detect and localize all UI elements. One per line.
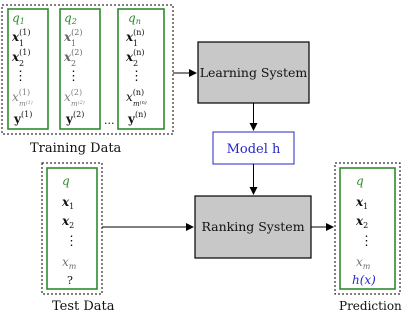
x1-2-label: $x^{(2)}$ <box>64 28 83 44</box>
test-q-label: q <box>62 174 70 188</box>
xm-2-sub: $m^{(2)}$ <box>71 100 85 108</box>
xm-2-label: $x^{(2)}$ <box>64 88 83 104</box>
training-column-n <box>118 9 164 129</box>
q1-label: q1 <box>12 11 25 26</box>
x2-2-sub: 2 <box>71 59 77 68</box>
training-data-group <box>2 5 173 156</box>
ranking-system-block <box>195 196 311 258</box>
x1-n-label: $x^{(n)}$ <box>126 28 145 44</box>
prediction-label: Prediction <box>339 299 402 313</box>
xm-1-label: $x^{(1)}$ <box>12 88 31 104</box>
test-dots: ⋮ <box>65 234 78 249</box>
dots-1: ⋮ <box>14 69 27 84</box>
model-block <box>213 132 294 164</box>
x2-1-label: $x^{(1)}$ <box>12 48 31 64</box>
columns-ellipsis: ... <box>104 114 115 127</box>
prediction-hx-label: h(x) <box>352 273 376 287</box>
prediction-xm-label: $x_m$ <box>356 255 371 271</box>
xm-1-sub: $m^{(1)}$ <box>19 100 33 108</box>
prediction-group <box>335 163 402 313</box>
prediction-x1-label: $x_1$ <box>356 195 369 211</box>
q2-label: q2 <box>64 11 77 26</box>
training-data-label: Training Data <box>30 141 122 156</box>
x1-n-sub: 1 <box>133 39 139 48</box>
prediction-q-label: q <box>356 174 364 188</box>
xm-n-sub: $m^{(n)}$ <box>133 100 147 108</box>
y-n-label: $y^{(n)}$ <box>128 110 147 126</box>
model-label: Model h <box>226 142 281 157</box>
dots-2: ⋮ <box>67 69 80 84</box>
y-2-label: $y^{(2)}$ <box>66 110 85 126</box>
prediction-x2-label: $x_2$ <box>356 214 369 230</box>
x2-n-label: $x^{(n)}$ <box>126 48 145 64</box>
test-xm-label: $x_m$ <box>62 255 77 271</box>
ranking-system-label: Ranking System <box>201 219 305 234</box>
qn-label: qn <box>128 11 141 26</box>
xm-n-label: $x^{(n)}$ <box>126 88 145 104</box>
dots-n: ⋮ <box>130 69 143 84</box>
test-unknown-label: ? <box>67 274 73 287</box>
learning-system-block <box>198 42 309 103</box>
test-x1-label: $x_1$ <box>62 195 75 211</box>
test-data-label: Test Data <box>52 299 115 314</box>
x2-2-label: $x^{(2)}$ <box>64 48 83 64</box>
y-1-label: $y^{(1)}$ <box>14 110 33 126</box>
training-column-1 <box>8 9 48 129</box>
test-x2-label: $x_2$ <box>62 214 75 230</box>
x2-1-sub: 2 <box>19 59 25 68</box>
x1-1-label: $x^{(1)}$ <box>12 28 31 44</box>
x2-n-sub: 2 <box>133 59 139 68</box>
x1-1-sub: 1 <box>19 39 25 48</box>
x1-2-sub: 1 <box>71 39 77 48</box>
learning-system-label: Learning System <box>199 65 308 80</box>
test-data-group <box>42 163 115 314</box>
training-column-2 <box>60 9 100 129</box>
prediction-dots: ⋮ <box>360 234 373 249</box>
